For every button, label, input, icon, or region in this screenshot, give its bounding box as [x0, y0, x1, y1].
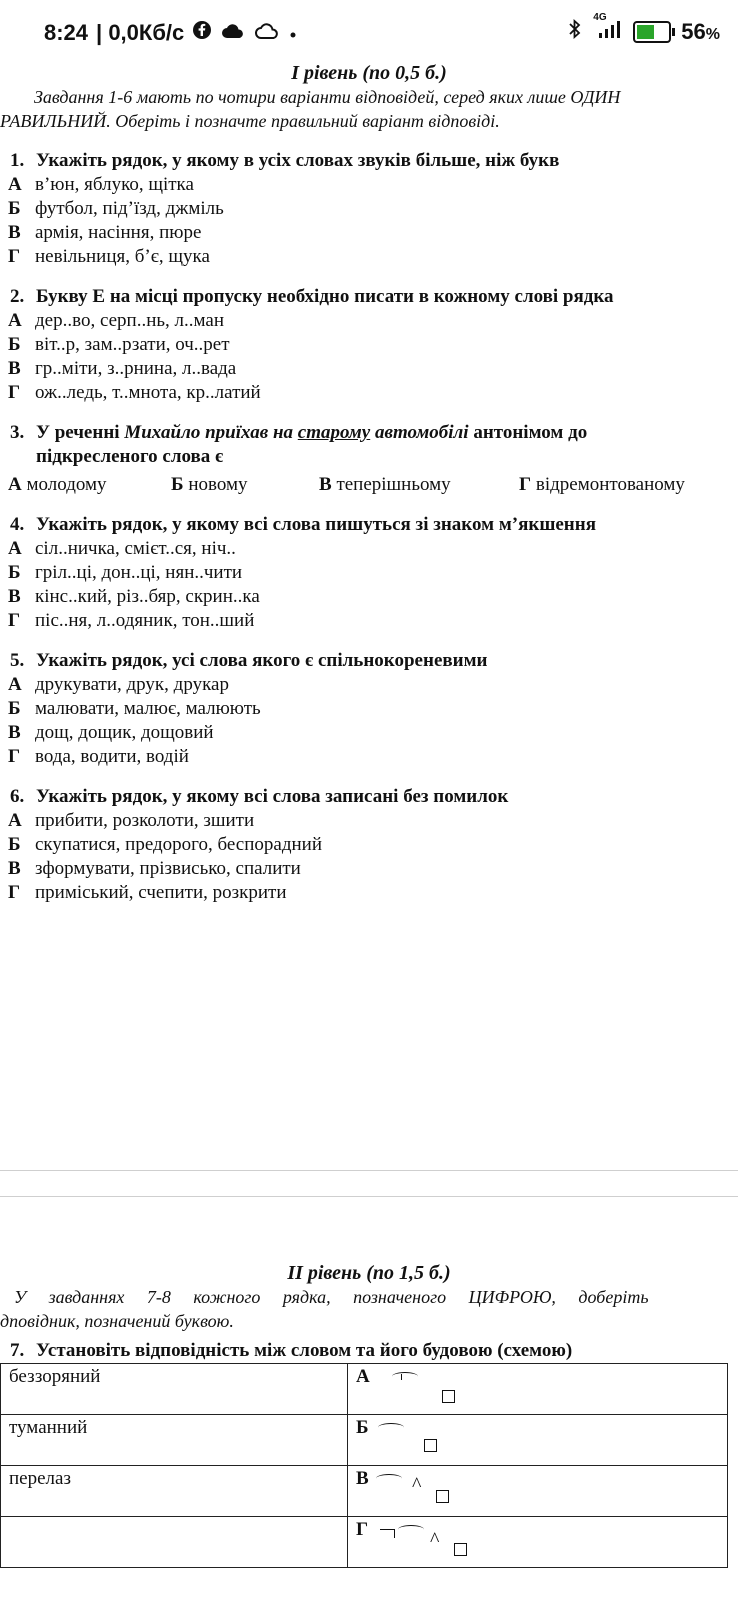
- root-arc-icon: [376, 1474, 402, 1483]
- status-bar: 8:24 | 0,0Кб/с 4G 56%: [0, 0, 738, 62]
- level2-section: [0, 1262, 738, 1568]
- question-title: Букву Е на місці пропуску необхідно писати в кожному слові рядка: [36, 286, 614, 307]
- suffix-caret-icon: ^: [412, 1474, 422, 1496]
- ending-box-icon: [454, 1543, 467, 1556]
- scheme-cell: Г ^: [348, 1517, 728, 1568]
- scheme-cell: А: [348, 1364, 728, 1415]
- word-cell: [1, 1517, 348, 1568]
- facebook-icon: [192, 20, 212, 46]
- page-break-line: [0, 1170, 738, 1171]
- level2-instruction-line1: У завданнях 7-8 кожного рядка, позначеного ЦИФРОЮ, доберіть: [14, 1287, 649, 1307]
- question-title: Укажіть рядок, усі слова якого є спільнокореневими: [36, 650, 488, 671]
- network-speed: | 0,0Кб/с: [96, 20, 185, 45]
- underlined-word: старому: [297, 422, 371, 443]
- option-v: В дощ, дощик, дощовий: [8, 722, 214, 743]
- level2-instruction-line2: дповідник, позначений буквою.: [0, 1311, 234, 1331]
- level1-title: І рівень (по 0,5 б.): [291, 62, 447, 84]
- option-v: В гр..міти, з..рнина, л..вада: [8, 358, 237, 379]
- scheme-cell: Б: [348, 1415, 728, 1466]
- word-cell: перелаз: [1, 1466, 348, 1517]
- table-row: [1, 1364, 728, 1415]
- option-h: Г піс..ня, л..одяник, тон..ший: [8, 610, 255, 631]
- cloud-sync-icon: [254, 20, 280, 46]
- table-row: [1, 1415, 728, 1466]
- question-7-title: 7. Установіть відповідність між словом та його будовою (схемою): [10, 1340, 573, 1361]
- bluetooth-icon: [567, 18, 583, 46]
- network-type: 4G: [593, 12, 607, 23]
- battery-icon: [633, 21, 671, 43]
- question-3: 3. У реченні Михайло приїхав на старому автомобілі антонімом до підкресленого слова є А молодому Б новому В теперішньому Г відремонтованому: [0, 421, 738, 497]
- option-v: В армія, насіння, пюре: [8, 222, 202, 243]
- inline-options: [0, 473, 738, 497]
- option-h: Г приміський, счепити, розкрити: [8, 882, 287, 903]
- option-a: А прибити, розколоти, зшити: [8, 810, 255, 831]
- option-b: Б футбол, під’їзд, джміль: [8, 198, 224, 219]
- option-b: Б гріл..ці, дон..ці, нян..чити: [8, 562, 243, 583]
- root-arc-icon: [378, 1423, 404, 1432]
- question-title: Укажіть рядок, у якому в усіх словах звуків більше, ніж букв: [36, 150, 560, 171]
- question-2: 2. Букву Е на місці пропуску необхідно писати в кожному слові рядка А дер..во, серп..нь, л..ман Б віт..р, зам..рзати, оч..рет В гр..міти, з..рнина, л..вада Г ож..ледь, т..мнота, кр..латий: [0, 285, 738, 405]
- option-a: А друкувати, друк, друкар: [8, 674, 229, 695]
- battery-percent: 56: [681, 19, 706, 44]
- option-b: Б новому: [171, 474, 248, 495]
- ending-box-icon: [424, 1439, 437, 1452]
- option-h: Г відремонтованому: [519, 474, 685, 495]
- word-cell: туманний: [1, 1415, 348, 1466]
- option-v: В кінс..кий, різ..бяр, скрин..ка: [8, 586, 260, 607]
- question-1: 1. Укажіть рядок, у якому в усіх словах звуків більше, ніж букв А в’юн, яблуко, щітка Б футбол, під’їзд, джміль В армія, насіння, пюре Г невільниця, б’є, щука: [0, 149, 738, 269]
- option-h: Г вода, водити, водій: [8, 746, 189, 767]
- option-a: А дер..во, серп..нь, л..ман: [8, 310, 225, 331]
- dot-icon: [288, 20, 298, 46]
- cloud-icon: [220, 20, 246, 46]
- option-v: В зформувати, прізвисько, спалити: [8, 858, 301, 879]
- signal-icon: [593, 12, 623, 46]
- page-break-line: [0, 1196, 738, 1197]
- level1-instruction-line1: Завдання 1-6 мають по чотири варіанти відповідей, серед яких лише ОДИН: [34, 87, 621, 107]
- clock: 8:24: [44, 20, 89, 45]
- ending-box-icon: [442, 1390, 455, 1403]
- suffix-caret-icon: ^: [430, 1529, 440, 1551]
- option-h: Г невільниця, б’є, щука: [8, 246, 210, 267]
- option-b: Б віт..р, зам..рзати, оч..рет: [8, 334, 230, 355]
- question-6: 6. Укажіть рядок, у якому всі слова записані без помилок А прибити, розколоти, зшити Б скупатися, предорого, беспорадний В зформувати, прізвисько, спалити Г приміський, счепити, розкрити: [0, 785, 738, 905]
- matching-table: [0, 1363, 728, 1568]
- ending-box-icon: [436, 1490, 449, 1503]
- option-h: Г ож..ледь, т..мнота, кр..латий: [8, 382, 261, 403]
- question-5: 5. Укажіть рядок, усі слова якого є спільнокореневими А друкувати, друк, друкар Б малювати, малює, малюють В дощ, дощик, дощовий Г вода, водити, водій: [0, 649, 738, 769]
- option-a: А сіл..ничка, смієт..ся, ніч..: [8, 538, 236, 559]
- level1-instruction-line2: РАВИЛЬНИЙ. Оберіть і позначте правильний варіант відповіді.: [0, 111, 500, 131]
- level2-title: ІІ рівень (по 1,5 б.): [287, 1262, 451, 1284]
- question-title: Укажіть рядок, у якому всі слова записані без помилок: [36, 786, 509, 807]
- option-b: Б малювати, малює, малюють: [8, 698, 261, 719]
- question-4: 4. Укажіть рядок, у якому всі слова пишуться зі знаком м’якшення А сіл..ничка, смієт..ся, ніч.. Б гріл..ці, дон..ці, нян..чити В кінс..кий, різ..бяр, скрин..ка Г піс..ня, л..одяник, тон..ший: [0, 513, 738, 633]
- option-b: Б скупатися, предорого, беспорадний: [8, 834, 323, 855]
- scheme-cell: В ^: [348, 1466, 728, 1517]
- table-row: [1, 1517, 728, 1568]
- root-arc-icon: [398, 1525, 424, 1534]
- table-row: [1, 1466, 728, 1517]
- prefix-mark-icon: [380, 1529, 395, 1538]
- option-a: А молодому: [8, 474, 107, 495]
- document-page: [0, 62, 738, 905]
- option-a: А в’юн, яблуко, щітка: [8, 174, 194, 195]
- question-title: Укажіть рядок, у якому всі слова пишуться зі знаком м’якшення: [36, 514, 596, 535]
- option-v: В теперішньому: [319, 474, 451, 495]
- root-arc-icon: [392, 1372, 418, 1381]
- word-cell: беззоряний: [1, 1364, 348, 1415]
